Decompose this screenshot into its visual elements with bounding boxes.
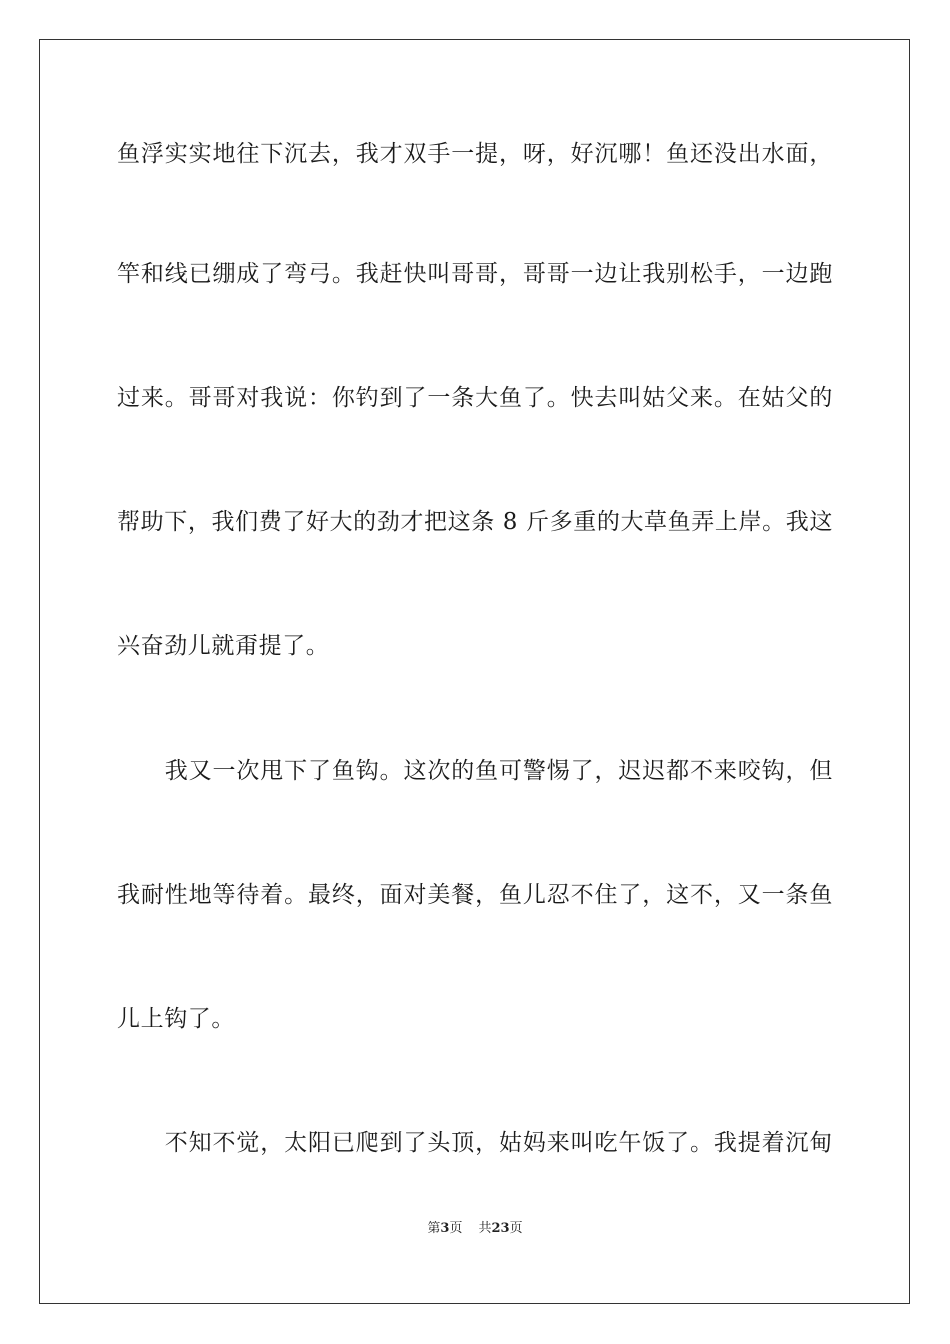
- text-line-7: 我耐性地等待着。最终，面对美餐，鱼儿忍不住了，这不，又一条鱼: [117, 882, 833, 908]
- text-line-5: 兴奋劲儿就甭提了。: [117, 633, 330, 659]
- text-line-8: 儿上钩了。: [117, 1006, 235, 1032]
- page-footer: [0, 1220, 950, 1238]
- text-line-3: 过来。哥哥对我说：你钓到了一条大鱼了。快去叫姑父来。在姑父的: [117, 385, 833, 411]
- text-line-1: 鱼浮实实地往下沉去，我才双手一提，呀，好沉哪！鱼还没出水面，: [117, 141, 833, 167]
- page-number: 第3页: [427, 1221, 463, 1236]
- page-border: [39, 39, 910, 1304]
- text-line-2: 竿和线已绷成了弯弓。我赶快叫哥哥，哥哥一边让我别松手，一边跑: [117, 261, 833, 287]
- text-line-4: 帮助下，我们费了好大的劲才把这条 8 斤多重的大草鱼弄上岸。我这: [117, 509, 833, 535]
- text-line-6: 我又一次甩下了鱼钩。这次的鱼可警惕了，迟迟都不来咬钩，但: [117, 758, 833, 784]
- page-total: 共23页: [478, 1221, 523, 1236]
- text-line-9: 不知不觉，太阳已爬到了头顶，姑妈来叫吃午饭了。我提着沉甸: [117, 1130, 833, 1156]
